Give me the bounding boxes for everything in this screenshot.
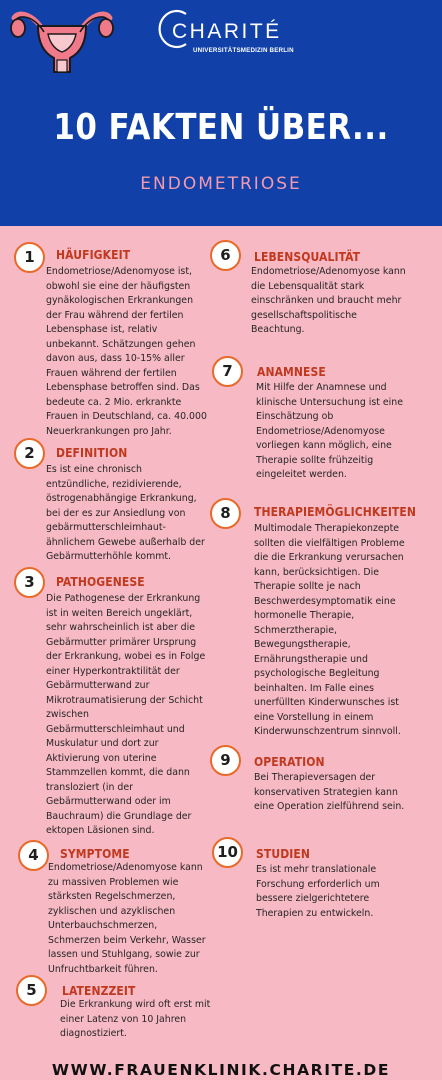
- fact-line: gebärmutterschleimhaut-: [46, 522, 166, 533]
- fact-number-badge: 2: [14, 438, 45, 469]
- fact-line: unerfüllten Kinderwunsches ist: [254, 697, 399, 708]
- footer-url: WWW.FRAUENKLINIK.CHARITE.DE: [51, 1061, 391, 1079]
- fact-line: entzündliche, rezidivierende,: [46, 478, 182, 490]
- fact-body: [254, 522, 405, 740]
- fact-line: gesellschaftspolitische: [251, 309, 357, 321]
- fact-line: der Frau während der fertilen: [46, 309, 184, 321]
- logo-name: CHARITÉ: [172, 20, 282, 43]
- fact-line: zwischen: [46, 709, 89, 720]
- fact-line: transloziert (in der: [46, 781, 134, 793]
- fact-title: LATENZZEIT: [62, 984, 136, 998]
- fact-line: konservativen Strategien kann: [254, 786, 398, 798]
- fact-number-badge: 4: [18, 840, 49, 871]
- fact-line: Endometriose/Adenomyose kann: [48, 862, 203, 873]
- fact-line: Gebärmutter primärer Ursprung: [46, 636, 197, 648]
- fact-title: OPERATION: [254, 755, 325, 769]
- fact-line: obwohl sie eine der häufigsten: [46, 280, 191, 292]
- fact-line: zyklischen und azyklischen: [48, 905, 176, 917]
- fact-line: Unterbauchschmerzen,: [48, 920, 158, 931]
- fact-body: [251, 265, 406, 338]
- fact-number-badge: 8: [210, 498, 241, 529]
- fact-number-badge: 5: [16, 975, 47, 1006]
- fact-line: Bauchraum) die Grundlage der: [46, 810, 192, 822]
- fact-line: stärksten Regelschmerzen,: [48, 891, 176, 902]
- fact-body: [46, 463, 205, 565]
- fact-line: Unfruchtbarkeit führen.: [48, 963, 158, 975]
- fact-line: östrogenabhängige Erkrankung,: [46, 493, 197, 504]
- fact-number-badge: 9: [210, 745, 241, 776]
- fact-line: Beachtung.: [251, 324, 305, 335]
- fact-line: Es ist eine chronisch: [46, 464, 143, 475]
- fact-line: lassen und Stuhlgang, sowie zur: [48, 949, 200, 960]
- fact-line: einer Latenz von 10 Jahren: [60, 1013, 187, 1025]
- fact-line: Aktivierung von uterine: [46, 752, 157, 764]
- fact-line: bedeute ca. 2 Mio. erkrankte: [46, 396, 182, 408]
- fact-line: Lebensphase betroffen sind. Das: [46, 382, 200, 393]
- fact-line: sollten die vielfältigen Probleme: [254, 537, 405, 549]
- fact-title: PATHOGENESE: [56, 575, 145, 589]
- fact-line: einschränken und braucht mehr: [251, 295, 402, 306]
- fact-line: Gebärmutterwand zur: [46, 680, 150, 691]
- fact-line: Bewegungstherapie,: [254, 639, 351, 650]
- fact-line: Beschwerdesymptomatik eine: [254, 595, 396, 607]
- logo-subtitle: UNIVERSITÄTSMEDIZIN BERLIN: [193, 47, 294, 54]
- fact-line: Mikrotraumatisierung der Schicht: [46, 694, 203, 706]
- fact-line: vorliegen kann möglich, eine: [256, 440, 392, 451]
- fact-line: ist in weiten Bereich ungeklärt,: [46, 607, 193, 619]
- fact-line: Schmerzen beim Verkehr, Wasser: [48, 934, 206, 946]
- fact-line: Frauen in Deutschland, ca. 40.000: [46, 411, 207, 422]
- fact-title: ANAMNESE: [257, 365, 326, 379]
- fact-body: [48, 861, 206, 977]
- fact-line: Multimodale Therapiekonzepte: [254, 523, 400, 534]
- fact-line: ektopen Läsionen sind.: [46, 825, 155, 836]
- fact-line: zu massiven Problemen wie: [48, 876, 179, 888]
- fact-line: Schmerztherapie,: [254, 624, 338, 636]
- fact-line: diagnostiziert.: [60, 1028, 127, 1039]
- fact-line: hormonelle Therapie,: [254, 610, 355, 621]
- fact-title: LEBENSQUALITÄT: [254, 250, 361, 264]
- fact-line: eine Operation zielführend sein.: [254, 801, 405, 812]
- fact-line: unbekannt. Schätzungen gehen: [46, 338, 196, 350]
- fact-line: Die Pathogenese der Erkrankung: [46, 593, 201, 604]
- fact-number-badge: 7: [212, 356, 243, 387]
- fact-line: ähnlichem Gewebe außerhalb der: [46, 536, 205, 548]
- fact-line: Mit Hilfe der Anamnese und: [256, 382, 387, 393]
- fact-line: bessere zielgerichtetere: [256, 893, 370, 904]
- fact-line: Es ist mehr translationale: [256, 864, 377, 875]
- fact-line: einer Hyperkontraktilität der: [46, 665, 180, 677]
- fact-number-badge: 6: [210, 240, 241, 271]
- fact-title: DEFINITION: [56, 446, 128, 460]
- fact-line: Ernährungstherapie und: [254, 653, 368, 665]
- fact-title: STUDIEN: [256, 847, 310, 861]
- fact-line: Gebärmutterhöhle kommt.: [46, 551, 172, 562]
- fact-title: HÄUFIGKEIT: [56, 248, 131, 262]
- fact-number-badge: 1: [14, 242, 45, 273]
- fact-line: Gebärmutterwand oder im: [46, 796, 171, 807]
- fact-body: [60, 998, 210, 1042]
- fact-line: Therapie sollte frühzeitig: [256, 454, 374, 466]
- fact-line: Forschung erforderlich um: [256, 878, 380, 890]
- fact-line: Endometriose/Adenomyose kann: [251, 266, 406, 277]
- fact-line: Gebärmutterschleimhaut und: [46, 723, 185, 735]
- page-title: 10 FAKTEN ÜBER...: [53, 107, 389, 148]
- fact-line: davon aus, dass 10-15% aller: [46, 353, 185, 364]
- page-subtitle: ENDOMETRIOSE: [140, 174, 302, 194]
- fact-line: Die Erkrankung wird oft erst mit: [60, 999, 211, 1010]
- fact-line: Therapie sollte je nach: [254, 581, 361, 592]
- fact-line: Frauen während der fertilen: [46, 367, 177, 379]
- fact-line: Einschätzung ob: [256, 411, 334, 422]
- fact-line: psychologische Begleitung: [254, 668, 380, 679]
- fact-number-badge: 3: [14, 567, 45, 598]
- fact-line: klinische Untersuchung ist eine: [256, 396, 403, 408]
- fact-body: [256, 381, 403, 483]
- fact-line: Lebensphase ist, relativ: [46, 324, 158, 335]
- fact-title: THERAPIEMÖGLICHKEITEN: [254, 505, 417, 519]
- fact-line: kann, berücksichtigen. Die: [254, 566, 380, 578]
- fact-line: Therapien zu entwickeln.: [256, 907, 374, 919]
- fact-body: [256, 863, 380, 921]
- fact-line: Endometriose/Adenomyose: [256, 425, 385, 437]
- fact-body: [254, 771, 404, 815]
- fact-line: bei der es zur Ansiedlung von: [46, 507, 186, 519]
- fact-line: Stammzellen kommt, die dann: [46, 767, 190, 778]
- uterus-icon: [6, 4, 118, 84]
- fact-line: Bei Therapieversagen der: [254, 772, 376, 783]
- fact-line: gynäkologischen Erkrankungen: [46, 295, 194, 306]
- fact-line: Endometriose/Adenomyose ist,: [46, 266, 192, 277]
- fact-line: der Erkrankung, wobei es in Folge: [46, 651, 206, 662]
- fact-line: beinhalten. Im Falle eines: [254, 682, 374, 694]
- fact-line: eine Vorstellung in einem: [254, 711, 374, 723]
- fact-line: Kinderwunschzentrum sinnvoll.: [254, 726, 401, 737]
- fact-line: die Lebensqualität stark: [251, 280, 365, 292]
- header-banner: [0, 0, 442, 226]
- fact-title: SYMPTOME: [60, 847, 130, 861]
- fact-body: [46, 265, 207, 439]
- fact-line: Neuerkrankungen pro Jahr.: [46, 425, 172, 437]
- fact-line: Muskulatur und dort zur: [46, 738, 159, 749]
- fact-line: sehr wahrscheinlich ist aber die: [46, 622, 195, 633]
- fact-body: [46, 592, 205, 839]
- fact-line: die die Erkrankung verursachen: [254, 552, 404, 563]
- fact-number-badge: 10: [212, 837, 243, 868]
- fact-line: eingeleitet werden.: [256, 469, 347, 480]
